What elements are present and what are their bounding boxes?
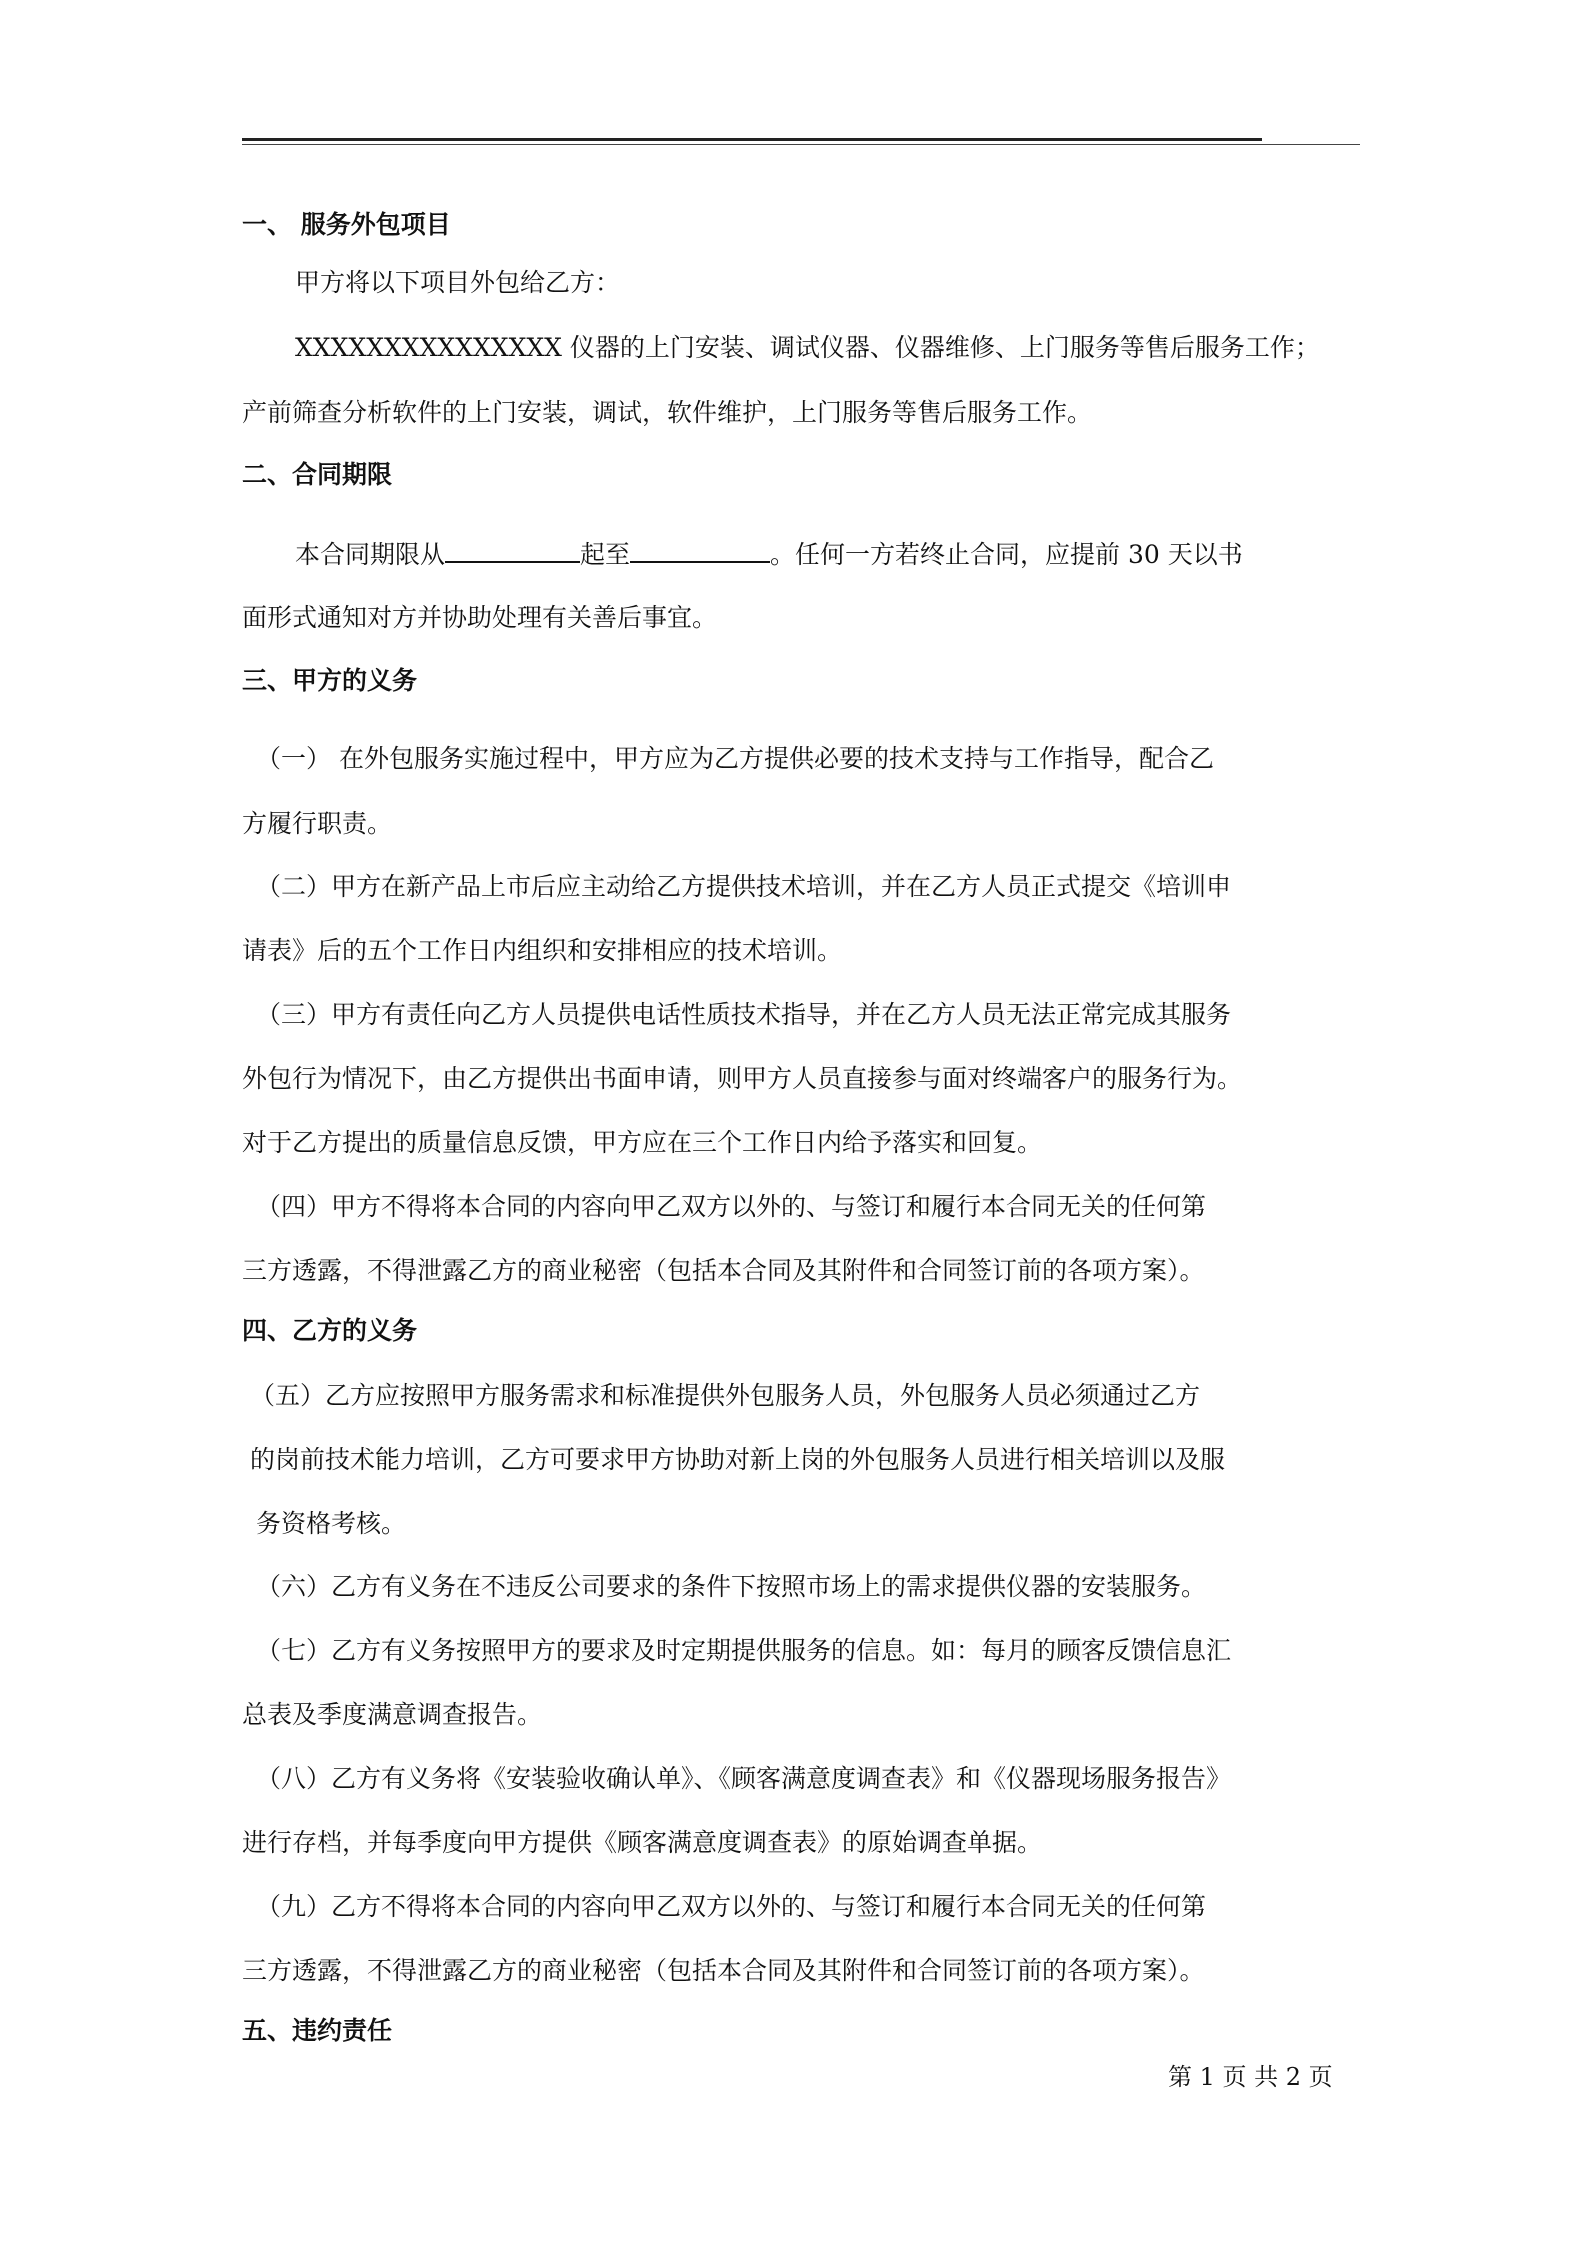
section-2-paragraph-1-line-1 [295, 535, 1243, 573]
start-date-blank [445, 535, 580, 563]
term-to-label: 起至 [580, 540, 631, 569]
term-notice-text: 。任何一方若终止合同，应提前 30 天以书 [770, 540, 1243, 569]
clause-5-line-1: （五）乙方应按照甲方服务需求和标准提供外包服务人员，外包服务人员必须通过乙方 [250, 1381, 1201, 1410]
section-1-heading: 一、 服务外包项目 [242, 210, 451, 239]
clause-1-line-1: （一） 在外包服务实施过程中，甲方应为乙方提供必要的技术支持与工作指导，配合乙 [256, 744, 1214, 773]
clause-1-line-2: 方履行职责。 [242, 809, 393, 838]
clause-9-line-1: （九）乙方不得将本合同的内容向甲乙双方以外的、与签订和履行本合同无关的任何第 [256, 1892, 1207, 1921]
clause-6-line-1: （六）乙方有义务在不违反公司要求的条件下按照市场上的需求提供仪器的安装服务。 [256, 1572, 1207, 1601]
end-date-blank [630, 535, 770, 563]
clause-8-line-2: 进行存档，并每季度向甲方提供《顾客满意度调查表》的原始调查单据。 [242, 1828, 1043, 1857]
section-4-heading: 四、乙方的义务 [242, 1316, 418, 1345]
clause-7-line-1: （七）乙方有义务按照甲方的要求及时定期提供服务的信息。如：每月的顾客反馈信息汇 [256, 1636, 1232, 1665]
section-1-paragraph-1: 甲方将以下项目外包给乙方： [295, 268, 621, 297]
clause-2-line-2: 请表》后的五个工作日内组织和安排相应的技术培训。 [242, 936, 843, 965]
clause-4-line-1: （四）甲方不得将本合同的内容向甲乙双方以外的、与签订和履行本合同无关的任何第 [256, 1192, 1207, 1221]
header-rule-thin [242, 144, 1360, 145]
clause-4-line-2: 三方透露，不得泄露乙方的商业秘密（包括本合同及其附件和合同签订前的各项方案）。 [242, 1256, 1205, 1285]
section-5-heading: 五、违约责任 [242, 2016, 393, 2045]
section-3-heading: 三、甲方的义务 [242, 666, 418, 695]
page-number-footer: 第 1 页 共 2 页 [1168, 2063, 1333, 2091]
section-1-paragraph-2-line-2: 产前筛查分析软件的上门安装，调试，软件维护，上门服务等售后服务工作。 [242, 398, 1093, 427]
clause-2-line-1: （二）甲方在新产品上市后应主动给乙方提供技术培训，并在乙方人员正式提交《培训申 [256, 872, 1232, 901]
section-1-paragraph-2-line-1: XXXXXXXXXXXXXXX 仪器的上门安装、调试仪器、仪器维修、上门服务等售后服务工作； [295, 333, 1320, 362]
clause-5-line-3: 务资格考核。 [256, 1509, 407, 1538]
section-2-heading: 二、合同期限 [242, 460, 393, 489]
clause-3-line-3: 对于乙方提出的质量信息反馈，甲方应在三个工作日内给予落实和回复。 [242, 1128, 1043, 1157]
clause-5-line-2: 的岗前技术能力培训，乙方可要求甲方协助对新上岗的外包服务人员进行相关培训以及服 [250, 1445, 1226, 1474]
clause-7-line-2: 总表及季度满意调查报告。 [242, 1700, 543, 1729]
header-rule [242, 138, 1262, 141]
clause-3-line-1: （三）甲方有责任向乙方人员提供电话性质技术指导，并在乙方人员无法正常完成其服务 [256, 1000, 1232, 1029]
clause-8-line-1: （八）乙方有义务将《安装验收确认单》、《顾客满意度调查表》和《仪器现场服务报告》 [256, 1764, 1232, 1793]
clause-3-line-2: 外包行为情况下，由乙方提供出书面申请，则甲方人员直接参与面对终端客户的服务行为。 [242, 1064, 1243, 1093]
section-2-paragraph-1-line-2: 面形式通知对方并协助处理有关善后事宜。 [242, 603, 718, 632]
clause-9-line-2: 三方透露，不得泄露乙方的商业秘密（包括本合同及其附件和合同签订前的各项方案）。 [242, 1956, 1205, 1985]
term-from-label: 本合同期限从 [295, 540, 446, 569]
